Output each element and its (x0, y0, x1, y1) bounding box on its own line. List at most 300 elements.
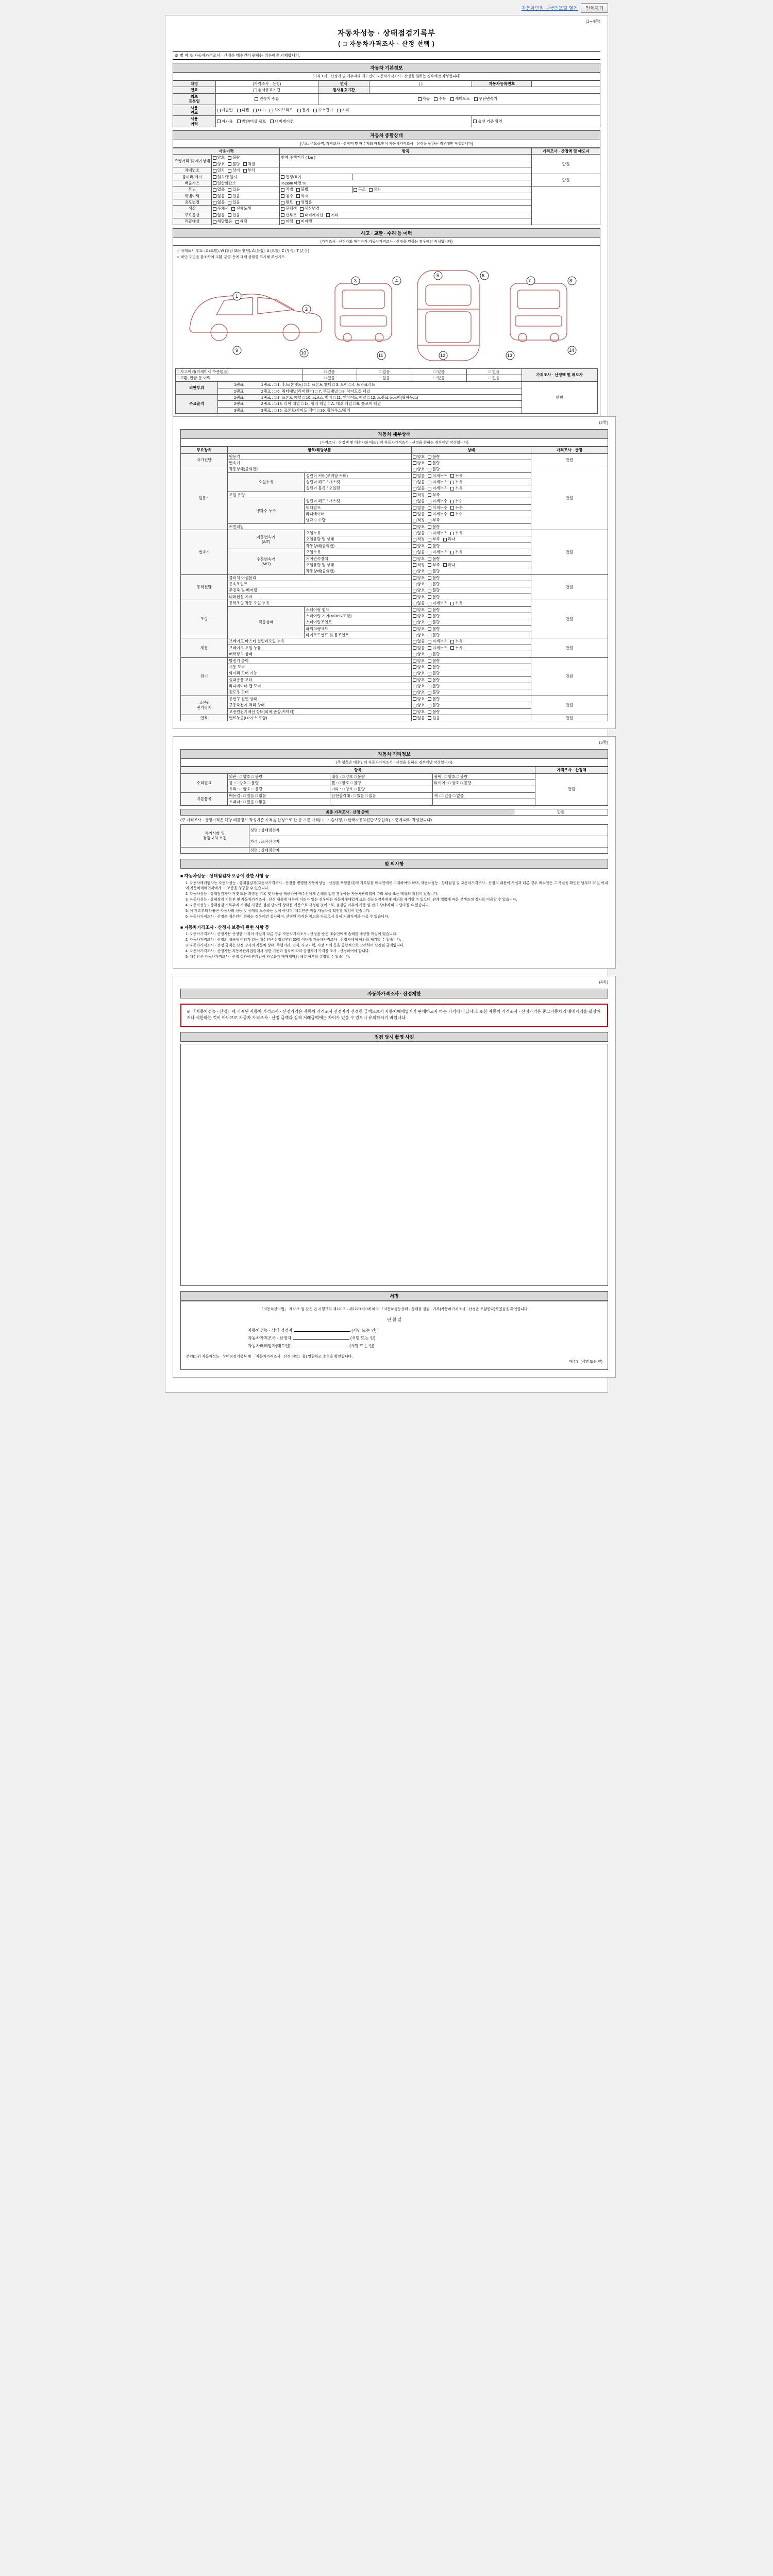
state-mt-operation: 양호 불량 (411, 568, 531, 574)
cell-carname-value: (가격조사 · 산정) (215, 81, 318, 87)
page-number-2: (2쪽) (599, 420, 608, 426)
group-self-diagnosis: 자가진단 (181, 453, 228, 466)
state-rocker-cover: 없음 미세누유 누유 (411, 472, 531, 479)
state-coolant-head: 없음 미세누수 누수 (411, 498, 531, 504)
page-number-1: (1∼4쪽) (585, 19, 600, 24)
part-alternator: 발전기 출력 (228, 657, 411, 664)
sub-steering-gear: 스티어링 기어(MDPS 포함) (305, 613, 411, 619)
group-electric: 전기 (181, 657, 228, 696)
page-subtitle: ( □ 자동차가격조사 · 산정 선택 ) (338, 40, 435, 47)
state-idle: 양호 불량 (411, 466, 531, 472)
cell-repair-glass: 유리 : □ 양호 □ 불량 (228, 786, 330, 792)
page-1 (165, 15, 608, 1393)
group-brake: 제동 (181, 638, 228, 657)
signature-footer: 본인(□ 위 자동차성능 · 상태점검기록부 및 「자동차가격조사 · 산정 선택」을) 열람하고 수령을 확인합니다. (186, 1355, 353, 1359)
terms-s1-item-5: 6. 자동차가격조사 · 산정은 매수인이 원하는 경우에만 실시하며, 산정된 가격은 참고용 자료로서 실제 거래가격과 다를 수 있습니다. (186, 915, 389, 919)
state-transmission: 양호 불량 (411, 460, 531, 466)
terms-s2-item-1: 2. 자동차가격조사 · 산정의 내용에 이의가 있는 매수인은 산정일부터 30일 이내에 자동차가격조사 · 산정자에게 이의를 제기할 수 있습니다. (186, 938, 401, 942)
page-title: 자동차성능 · 상태점검기록부 (338, 29, 435, 37)
svg-text:10: 10 (301, 350, 307, 355)
overall-state-table (173, 148, 600, 225)
terms-s1-item-0: 1. 자동차매매업자는 자동차성능 · 상태점검자(자동차가격조사 · 산정을 병행한 자동차성능 · 산정을 포함한다)의 기록부를 매수인에게 고지하여야 하며, 자동차성능 · 상태점검 및 자동차가격조사 · 산정의 내용이 사실과 다른 경우 매수인은 그 사실을 확인한 날부터 30일 이내에 자동차매매업자에게 그 보증을 청구할 수 있습니다. (186, 881, 608, 890)
cell-inspect-value: ~ (369, 87, 600, 93)
table-row (181, 847, 608, 853)
cell-mirror-price: 만원 (532, 174, 600, 187)
rank-f3-items: 3랭크 : □ 15. 프론트/사이드 멤버 □ 16. 휠하우스/필러 (260, 407, 522, 413)
price-fuel: 만원 (531, 715, 608, 721)
sign-value-dealer: (서명 또는 인) (349, 1344, 375, 1349)
state-blower-motor: 양호 불량 (411, 676, 531, 683)
state-steering-joint: 양호 불량 (411, 619, 531, 625)
svg-text:7: 7 (528, 278, 531, 283)
cell-triangle: 안전삼각대 : □ 있음 □ 없음 (330, 792, 433, 799)
state-differential: 양호 불량 (411, 594, 531, 600)
part-coolant-leak: 냉각수 누수 (228, 498, 305, 524)
cell-tuning-opts: 없음 있음 (211, 187, 280, 193)
row-label-vin: 차대번호 (173, 167, 212, 174)
part-window-motor: 윈도우 모터 (228, 689, 411, 696)
sub-mt-operation: 작동상태(공회전) (305, 568, 411, 574)
part-cv-joint: 등속조인트 (228, 581, 411, 587)
state-engine: 양호 불량 (411, 453, 531, 460)
signature-area (180, 1301, 608, 1370)
signature-date: 년 월 일 (387, 1317, 401, 1323)
state-coolant-level: 적정 부족 (411, 517, 531, 523)
cell-vin-opts: 일치 상이 부식 (211, 167, 280, 174)
table-row (181, 657, 608, 664)
sign-row (248, 1328, 602, 1333)
row-label-color: 색상 (173, 206, 212, 212)
page4-warning-box: ※ 「자동차성능 · 산정」에 기재된 자동차 가격조사 · 산정가격은 자동차 가격조사 산정자가 산정한 금액으로서 자동차매매업자가 판매하고자 하는 가격이 아닙니다. 또한 자동차 가격조사 · 산정가격은 중고자동차의 매매가격을 결정하거나 제한하는 것이 아니므로 자동차 가격조사 · 산정 금액과 실제 거래금액에는 차이가 있을 수 있으니 유의하시기 바랍니다. (180, 1004, 608, 1027)
remarks-checker-2: 성명 : 상태점검자 (249, 847, 608, 853)
cell-recall-opts: 해당없음 해당 (211, 218, 280, 225)
part-radiator-fan: 라디에이터 팬 모터 (228, 683, 411, 689)
cell-tuning-extra: 적법 불법 (280, 187, 352, 193)
table-row (181, 466, 608, 472)
row-label-tuning: 튜닝 (173, 187, 212, 193)
rank-f2-items: 2랭크 : □ 13. 리어 패널 □ 14. 필러 패널 □ A. 대쉬 패널 □ B. 플로어 패널 (260, 401, 522, 407)
terms-s2-item-4: 5. 매수인은 자동차가격조사 · 산정 결과에 관계없이 자유롭게 매매계약의 체결 여부를 결정할 수 있습니다. (186, 955, 350, 959)
col-price-note: 가격조사 · 산정액 및 매도자 (532, 148, 600, 155)
section-header-overall: 자동차 종합상태 (173, 130, 600, 140)
table-row (181, 715, 608, 721)
price-hv-electric: 만원 (531, 696, 608, 715)
state-at-level: 적정 부족 과다 (411, 536, 531, 543)
cell-mileage-price: 만원 (532, 155, 600, 174)
remarks-checker: 성명 : 상태점검자 (249, 824, 608, 836)
row-label-options: 주요옵션 (173, 212, 212, 218)
signature-footer-buyer: 매수인 (서명 또는 인) (569, 1360, 602, 1364)
cell-exchange-label: □ 교환, 판금 등 이력 (176, 375, 303, 381)
cell-mileage-extra2 (280, 161, 532, 167)
sub-rocker-cover: 실린더 커버(로커암 커버) (305, 472, 411, 479)
cell-emission-extra: % ppm 매연 % (280, 180, 532, 186)
svg-text:6: 6 (482, 273, 485, 278)
part-fuel-leak: 연료누출(LP가스 포함) (228, 715, 411, 721)
sub-power-crank: 파워크랭크드 (305, 625, 411, 632)
cell-sunroof-yes: □ 있음 (302, 368, 357, 375)
portal-link[interactable]: 자동차민원 대국민포털 열기 (521, 6, 578, 11)
cell-accident-price-head: 가격조사 · 산정액 및 매도자 (522, 368, 597, 381)
svg-text:8: 8 (569, 278, 573, 283)
terms-s1-item-2: 3. 자동차성능 · 상태점검 기록부 및 자동차가격조사 · 산정 내용에 대하여 이의가 있는 경우에는 자동차매매업자 또는 성능점검자에게 이의를 제기할 수 있으며, 관계 법령에 따른 분쟁조정 절차를 이용할 수 있습니다. (186, 897, 517, 902)
sub-radiator: 라디에이터 (305, 511, 411, 517)
state-booster: 양호 불량 (411, 651, 531, 657)
rank-f3-label: 3랭크 (217, 407, 260, 413)
other-info-table (180, 767, 608, 805)
cell-color-extra: 무채색 색상변경 (280, 206, 532, 212)
cell-option-note: 옵션 기준 확인 (472, 116, 600, 127)
state-common-rail: 양호 불량 (411, 523, 531, 530)
section-note-accident: (가격조사 · 산정자와 매수자가 자동차가격조사 · 산정을 원하는 경우에만 작성합니다) (173, 238, 600, 246)
state-power-steering-leak: 없음 미세누유 누유 (411, 600, 531, 606)
col-main-device: 주요장치 (181, 447, 228, 453)
terms-s2-item-3: 4. 자동차가격조사 · 산정자는 자동차관리법령에서 정한 기준과 절차에 따라 공정하게 가격을 조사 · 산정하여야 합니다. (186, 950, 370, 954)
final-price-head: 최종 가격조사 · 산정 금액 (181, 809, 514, 815)
group-fuel: 연료 (181, 715, 228, 721)
table-row (173, 93, 600, 105)
sub-mt-leak: 오일누유 (305, 549, 411, 555)
table-row (173, 174, 600, 180)
table-row (181, 824, 608, 836)
cell-sunroof-yes2: □ 있음 (412, 368, 466, 375)
col-price: 가격조사 · 산정 (531, 447, 608, 453)
cell-tuning-price (532, 187, 600, 225)
sub-coolant-level: 냉각수 수량 (305, 517, 411, 523)
cell-mirror-opts: 일치/동일시 (211, 174, 280, 180)
accident-diagram-box (173, 246, 600, 417)
sign-row (248, 1335, 602, 1341)
sub-tie-rod: 타이로드엔드 및 볼조인트 (305, 632, 411, 638)
svg-text:5: 5 (436, 273, 440, 278)
cell-other-price-value: 만원 (535, 773, 608, 805)
cell-usage-options: 자가용 방향/비상 램프 내비게이션 (215, 116, 472, 127)
cell-options-extra: 선루프 내비게이션 기타 (280, 212, 532, 218)
final-price-note: (주 가격조사 · 산정가격은 해당 매물정보 작성기준 가격을 산정으로 한 총 기준 가격(□ □ 기술사정, □ 한국자동차진단보증협회) 기준에 따라 작성합니다) (180, 817, 432, 822)
group-engine: 원동기 (181, 466, 228, 530)
part-charge-port: 충전구 절연 상태 (228, 696, 411, 702)
row-label-mileage: 주행거리 및 계기상태 (173, 155, 212, 167)
state-water-pump: 없음 미세누수 누수 (411, 504, 531, 511)
state-steering-pump: 양호 불량 (411, 606, 531, 613)
svg-text:9: 9 (236, 347, 239, 353)
cell-repair-polish: 광택 : □ 양호 □ 불량 (433, 773, 535, 779)
page-number-3: (3쪽) (599, 740, 608, 745)
terms-s2-item-2: 3. 자동차가격조사 · 산정 금액은 산정 당시의 자동차 상태, 주행거리, 연식, 사고이력, 시장 시세 등을 종합적으로 고려하여 산정된 금액입니다. (186, 944, 405, 948)
state-clutch: 양호 불량 (411, 574, 531, 581)
row-label-regno: 자동차등록번호 (472, 81, 532, 87)
state-oil-pan: 없음 미세누유 누유 (411, 485, 531, 492)
state-drive-shaft: 양호 불량 (411, 587, 531, 594)
part-blower-motor: 실내송풍 모터 (228, 676, 411, 683)
cell-repair-wheel: 휠 : □ 양호 □ 불량 (330, 780, 433, 786)
table-row (181, 574, 608, 581)
price-brake: 만원 (531, 638, 608, 657)
table-header-row (181, 767, 608, 773)
terms-body (180, 873, 608, 960)
sub-coolant-head: 실린더 헤드 / 개스킷 (305, 498, 411, 504)
page-2 (173, 416, 616, 729)
state-power-crank: 양호 불량 (411, 625, 531, 632)
cell-repair-room: 룸 : □ 양호 □ 불량 (228, 780, 330, 786)
rank-f1-label: 1랭크 (217, 395, 260, 401)
section-header-detail: 자동차 세부상태 (180, 429, 608, 439)
cell-basic-blank2 (433, 799, 535, 805)
cell-trans-type: 자동 수동 세미오토 무단변속기 (318, 93, 600, 105)
part-transmission: 변속기 (228, 460, 411, 466)
rank-f2-label: 2랭크 (217, 401, 260, 407)
rank-price: 만원 (522, 382, 597, 414)
sign-row (248, 1343, 602, 1349)
row-label-usage: 사용 이력 (173, 116, 216, 127)
price-self-diagnosis: 만원 (531, 453, 608, 466)
cell-color-opts: 무채색 전체도색 (211, 206, 280, 212)
state-alternator: 양호 불량 (411, 657, 531, 664)
remarks-table (180, 824, 608, 854)
state-fuel-leak: 없음 있음 (411, 715, 531, 721)
svg-text:14: 14 (569, 347, 575, 353)
col-other-items: 항목 (181, 767, 535, 773)
part-manual-trans: 수동변속기 (M/T) (228, 549, 305, 575)
price-electric: 만원 (531, 657, 608, 696)
col-item-part: 항목/해당부품 (228, 447, 411, 453)
detail-state-table (180, 447, 608, 721)
part-brake-oil: 브레이크 오일 누유 (228, 645, 411, 651)
section-header-accident: 사고 · 교환 · 수리 등 이력 (173, 228, 600, 238)
cell-manual: 매뉴얼 : □ 있음 □ 없음 (228, 792, 330, 799)
part-steering-operation: 작동상태 (228, 606, 305, 638)
table-row (181, 453, 608, 460)
rank-group-frame: 주요골격 (176, 395, 218, 414)
row-label-repair-needed: 수리필요 (181, 773, 228, 792)
svg-text:1: 1 (236, 293, 239, 299)
rank-1-label: 1랭크 (217, 382, 260, 388)
table-row (176, 368, 598, 375)
part-power-steering-leak: 동력조향 작동 오일 누유 (228, 600, 411, 606)
rank-2-label: 2랭크 (217, 388, 260, 394)
cell-mileage-extra: 현재 주행거리 ( km ) (280, 155, 532, 161)
rank-table (175, 381, 598, 414)
group-transmission: 변속기 (181, 530, 228, 575)
state-brake-oil: 없음 미세누유 누유 (411, 645, 531, 651)
terms-s2-item-0: 1. 자동차가격조사 · 산정자는 산정한 가격이 사실과 다른 경우 자동차가격조사 · 산정을 받은 매수인에게 손해를 배상할 책임이 있습니다. (186, 932, 397, 936)
row-label-year: 연식 (318, 81, 369, 87)
cell-mirror-extra: 진정/표기 (280, 174, 352, 180)
cell-first-reg-value: 변속기 종류 (215, 93, 318, 105)
state-hv-wiring: 양호 불량 (411, 708, 531, 715)
part-oil-leak: 오일누유 (228, 472, 305, 492)
cell-regno-value (532, 81, 600, 87)
cell-emission-opts: 일산화탄소 (211, 180, 280, 186)
state-gear-shift: 양호 불량 (411, 555, 531, 562)
price-engine: 만원 (531, 466, 608, 530)
terms-title: 맞 의사항 (180, 859, 608, 869)
sign-label-dealer: 자동차매매업자(매도인) (248, 1344, 291, 1349)
cell-repair-tire: 타이어 : □ 양호 □ 불량 (433, 780, 535, 786)
sub-head-gasket: 실린더 헤드 / 개스킷 (305, 479, 411, 485)
table-row (181, 696, 608, 702)
table-row (176, 382, 598, 388)
svg-text:2: 2 (305, 306, 308, 312)
part-wiper-motor: 와이퍼 모터 기능 (228, 670, 411, 676)
cell-exchange-no2: □ 없음 (467, 375, 522, 381)
row-label-special: 특별이력 (173, 193, 212, 199)
cell-repair-blank (433, 786, 535, 792)
state-at-leak: 없음 미세누유 누유 (411, 530, 531, 536)
state-window-motor: 양호 불량 (411, 689, 531, 696)
state-at-operation: 양호 불량 (411, 543, 531, 549)
cell-repair-etc: 기타 : □ 양호 □ 불량 (330, 786, 433, 792)
section-header-other: 자동차 기타정보 (180, 749, 608, 759)
page-3 (173, 736, 616, 968)
page-number-4: (4쪽) (599, 979, 608, 985)
rank-f1-items: 1랭크 : □ 9. 프론트 패널 □ 10. 크로스 멤버 □ 11. 인사이드 패널 □ 12. 트렁크 플로어(휠하우스) (260, 395, 522, 401)
sign-value-checker: (서명 또는 인) (351, 1328, 377, 1333)
cell-tuning-extra2: 구조 장치 (352, 187, 532, 193)
cell-sunroof-no: □ 없음 (357, 368, 412, 375)
sub-at-level: 오일유량 및 상태 (305, 536, 411, 543)
diagram-note-2: ※ 하단 도면을 참조하여 교환, 판금 등에 대해 상태를 표시해 주십시오. (176, 255, 286, 259)
table-row (181, 638, 608, 645)
row-label-fuel: 사용 연료 (173, 105, 216, 116)
row-label-mirror: 룸미러/계기 (173, 174, 212, 180)
final-price-table (180, 809, 608, 816)
state-starter: 양호 불량 (411, 664, 531, 670)
part-auto-trans: 자동변속기 (A/T) (228, 530, 305, 549)
cell-mileage-opts2: 양호 불량 적절 (211, 161, 280, 167)
table-row (181, 530, 608, 536)
svg-text:11: 11 (378, 352, 383, 358)
section-note-overall: [주요, 주요골격, 가격조사 · 산정액 및 매수자와 매도인이 자동차가격조사 · 산정을 원하는 경우에만 작성합니다] (173, 140, 600, 148)
table-header-row (181, 447, 608, 453)
top-notice: ※ 별 지 ※ 자동차가격조사 · 산정은 매수인이 원하는 경우에만 기재합니다. (173, 51, 600, 60)
cell-exchange-yes: □ 있음 (302, 375, 357, 381)
cell-vin-extra (280, 167, 532, 174)
row-label-carname: 차명 (173, 81, 216, 87)
part-common-rail: 커먼레일 (228, 523, 411, 530)
table-row (173, 81, 600, 87)
sign-value-appraiser: (서명 또는 인) (350, 1336, 376, 1341)
price-power-train: 만원 (531, 574, 608, 600)
part-engine: 원동기 (228, 453, 411, 460)
remarks-appraiser: 가격 : 조사산정자 (249, 836, 608, 847)
section-note-other: (주 항목은 매수인이 자동차가격조사 · 산정을 원하는 경우에만 작성합니다) (180, 759, 608, 767)
sub-water-pump: 워터펌프 (305, 504, 411, 511)
rank-2-items: 2랭크 : □ 6. 쿼터패널(리어휀더) □ 7. 루프패널 □ 8. 사이드실 패널 (260, 388, 522, 394)
sub-steering-pump: 스티어링 펌프 (305, 606, 411, 613)
remarks-label-2 (181, 847, 249, 853)
cell-repair-inner: 내장 : □ 양호 □ 불량 (330, 773, 433, 779)
state-charge-port: 양호 불량 (411, 696, 531, 702)
photo-area (180, 1044, 608, 1286)
col-item-state: 항목 (280, 148, 532, 155)
table-row (173, 187, 600, 193)
state-mt-leak: 없음 미세누유 누유 (411, 549, 531, 555)
part-clutch: 클러치 어셈블리 (228, 574, 411, 581)
sub-gear-shift: 기어변속장치 (305, 555, 411, 562)
cell-basic-blank1 (330, 799, 433, 805)
cell-sunroof-label: □ 사고이력(미세미세 수준없음) (176, 368, 303, 375)
cell-special-extra: 침수 화재 (280, 193, 532, 199)
svg-text:13: 13 (507, 352, 513, 358)
photo-section-title: 점검 당시 촬영 사진 (180, 1032, 608, 1042)
terms-s1-item-3: 4. 자동차성능 · 상태점검 기록부에 기재된 사항은 점검 당시의 상태를 기준으로 작성된 것이므로, 점검일 이후의 사용 및 관리 상태에 따라 달라질 수 있습니다. (186, 904, 430, 908)
row-label-first-reg: 최초 등록일 (173, 93, 216, 105)
table-row (181, 600, 608, 606)
diagram-note-1: ※ 상태표시 부호 : X (교환), W (판금 또는 웰딩), A (용접), U (요철), C (부식), T (손상) (176, 249, 309, 253)
col-usage-history: 사용이력 (173, 148, 280, 155)
terms-s2-head: ■ 자동차가격조사 · 산정자 보증에 관한 사항 등 (180, 924, 270, 930)
cell-exchange-no: □ 없음 (357, 375, 412, 381)
car-diagram (175, 260, 598, 368)
table-row (173, 87, 600, 93)
state-radiator: 없음 미세누수 누수 (411, 511, 531, 517)
state-wiper-motor: 양호 불량 (411, 670, 531, 676)
row-label-emission: 배출가스 (173, 180, 212, 186)
table-row (173, 155, 600, 161)
part-booster: 배력장치 상태 (228, 651, 411, 657)
rank-1-items: 1랭크 : □ 1. 후드(본넷트) □ 2. 프론트 휀더 □ 3. 도어 □ 4. 트렁크리드 (260, 382, 522, 388)
state-cv-joint: 양호 불량 (411, 581, 531, 587)
svg-text:4: 4 (395, 278, 398, 283)
cell-year-value: ( ) (369, 81, 472, 87)
sub-mt-level: 오일유량 및 상태 (305, 562, 411, 568)
cell-options-opts: 없음 있음 (211, 212, 280, 218)
col-other-price: 가격조사 · 산정액 (535, 767, 608, 773)
part-battery-isolation: 구동축전지 격리 상태 (228, 702, 411, 708)
cell-mirror-extra2 (352, 174, 532, 180)
svg-text:3: 3 (354, 278, 357, 283)
cell-repair-outer: 외판 : □ 양호 □ 불량 (228, 773, 330, 779)
cell-usechange-opts: 없음 있음 (211, 199, 280, 206)
state-brake-master: 없음 미세누유 누유 (411, 638, 531, 645)
state-radiator-fan: 양호 불량 (411, 683, 531, 689)
table-row (173, 116, 600, 127)
page4-title: 자동차가격조사 · 산정제한 (180, 989, 608, 998)
price-steering: 만원 (531, 600, 608, 638)
row-label-usechange: 용도변경 (173, 199, 212, 206)
group-hv-electric: 고전원 전기장치 (181, 696, 228, 715)
print-button[interactable]: 인쇄하기 (581, 3, 608, 13)
part-drive-shaft: 추진축 및 베어링 (228, 587, 411, 594)
row-label-trans: 연료 (173, 87, 216, 93)
state-mt-level: 적정 부족 과다 (411, 562, 531, 568)
cell-usechange-extra: 렌트 영업용 (280, 199, 532, 206)
table-row (181, 809, 608, 815)
part-starter: 시동 모터 (228, 664, 411, 670)
topbar (165, 3, 608, 13)
part-oil-level: 오일 유량 (228, 492, 411, 498)
cell-jack: 잭 : □ 있음 □ 없음 (433, 792, 535, 799)
state-battery-isolation: 양호 불량 (411, 702, 531, 708)
page-4 (173, 976, 616, 1378)
sign-label-appraiser: 자동차가격조사 · 산정자 (248, 1336, 292, 1341)
section-header-basic: 자동차 기본정보 (173, 63, 600, 73)
section-note-detail: (가격조사 · 산정액 및 매수자와 매도인이 자동차가격조사 · 산정을 원하는 경우에만 작성합니다) (180, 439, 608, 447)
terms-s1-item-4: 5. 이 기록부의 내용은 자동차의 성능 및 상태를 보증하는 것이 아니며, 매수인은 직접 자동차를 확인할 책임이 있습니다. (186, 909, 371, 913)
row-label-basic-items: 기본품목 (181, 792, 228, 805)
cell-recall-extra: 이행 미이행 (280, 218, 532, 225)
cell-sunroof-no2: □ 없음 (467, 368, 522, 375)
cell-exchange-yes2: □ 있음 (412, 375, 466, 381)
row-label-recall: 리콜대상 (173, 218, 212, 225)
sub-oil-pan: 실린더 블록 / 오일팬 (305, 485, 411, 492)
table-header-row (173, 148, 600, 155)
remarks-label: 특기사항 및 점검자의 소견 (181, 824, 249, 847)
cell-mileage-opts: 양호 불량 (211, 155, 280, 161)
state-oil-level: 적정 부족 (411, 492, 531, 498)
terms-s1-head: ■ 자동차성능 · 상태점검자 보증에 관한 사항 등 (180, 873, 270, 879)
